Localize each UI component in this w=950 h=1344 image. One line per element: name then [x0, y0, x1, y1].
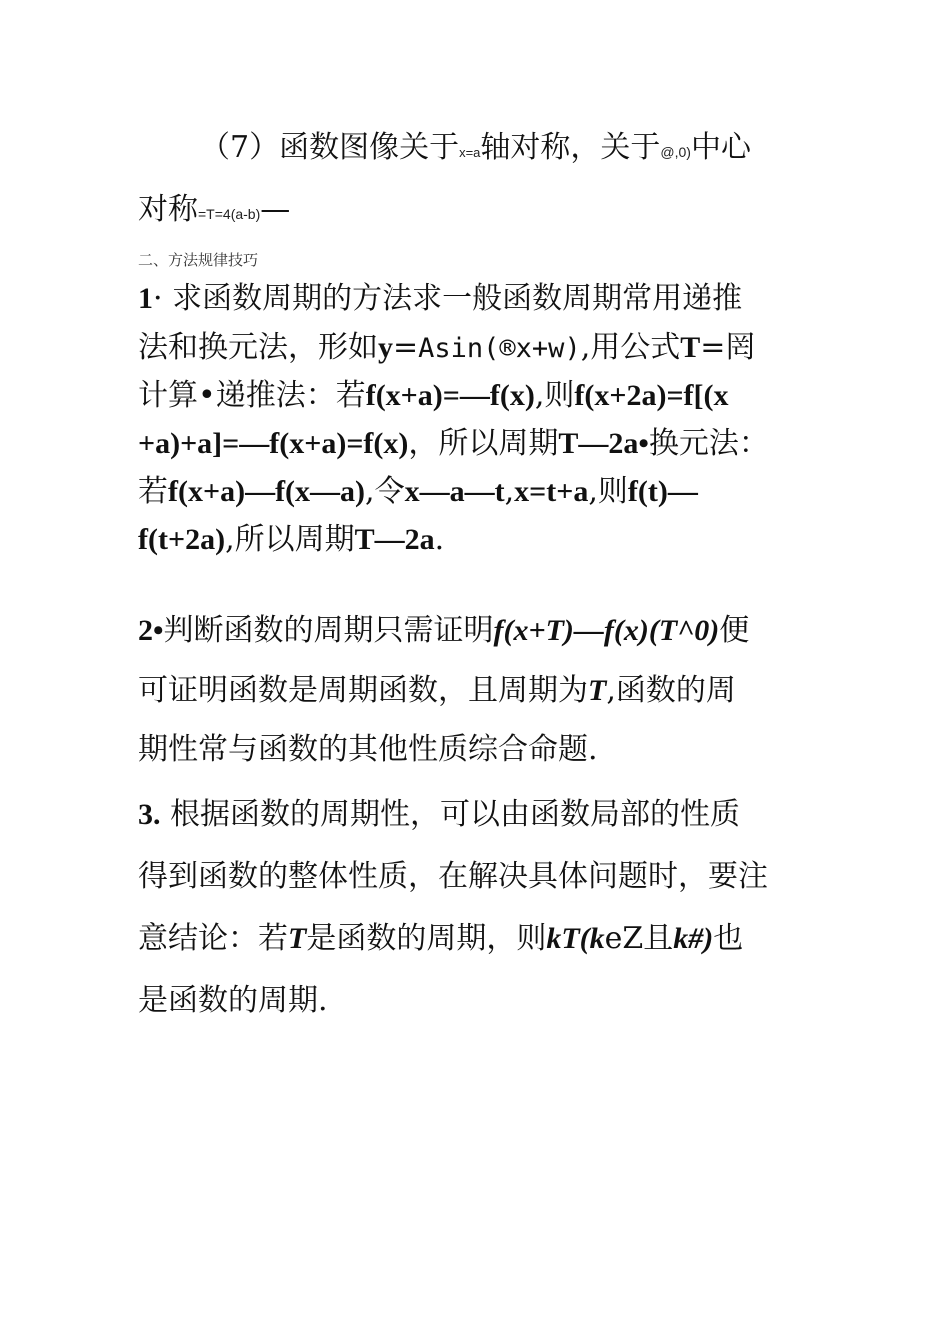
formula: T—2a• — [558, 427, 649, 460]
text-span: 计算•递推法：若 — [138, 378, 366, 413]
text-span: 法和换元法，形如 — [138, 330, 378, 365]
item-number: 3. — [138, 798, 161, 831]
formula: x=t+a — [514, 475, 589, 508]
section-1-line-5 — [138, 474, 698, 509]
text-span: 轴对称，关于 — [480, 130, 661, 165]
formula: f(x+a)—f(x—a) — [168, 475, 366, 508]
formula: Asin(®x+w) — [418, 333, 581, 364]
formula-period: =T=4(a-b) — [198, 206, 261, 222]
text-span: 得到函数的整体性质，在解决具体问题时，要注 — [138, 859, 768, 894]
formula: +a)+a]=—f(x+a)=f(x) — [138, 427, 409, 460]
text-span: ,函数的周 — [606, 673, 736, 708]
text-span: 且 — [643, 921, 674, 956]
formula: f(x+T)—f(x)(T^0) — [493, 614, 720, 647]
section-3-line-1 — [138, 797, 741, 832]
text-span: 中心 — [690, 130, 751, 165]
formula: y — [378, 331, 393, 364]
formula: T—2a — [354, 523, 435, 556]
formula: T — [288, 922, 307, 955]
item-number: 1 — [138, 282, 153, 315]
text-span: 期性常与函数的其他性质综合命题. — [138, 732, 598, 767]
text-span: ,所以周期 — [225, 522, 355, 557]
text-span: , — [504, 474, 515, 509]
section-3-line-3 — [138, 921, 744, 956]
property-7-line-1 — [200, 130, 751, 165]
section-1-line-6 — [138, 522, 445, 557]
text-span: ，所以周期 — [408, 426, 559, 461]
section-1-line-2 — [138, 330, 756, 365]
text-span: 对称 — [138, 192, 198, 227]
text-span: 意结论：若 — [138, 921, 288, 956]
formula: f(t)— — [627, 475, 698, 508]
section-1-line-4 — [138, 426, 769, 461]
text-span: 换元法： — [648, 426, 769, 461]
section-2-line-2 — [138, 673, 736, 708]
text-span: · 求函数周期的方法求一般函数周期常用递推 — [153, 281, 743, 316]
text-span: 是函数的周期，则 — [306, 921, 547, 956]
formula-x-eq-a: x=a — [459, 145, 481, 160]
text-span: 是函数的周期. — [138, 983, 328, 1018]
formula: kT(k — [546, 922, 605, 955]
text-span: 根据函数的周期性，可以由函数局部的性质 — [160, 797, 741, 832]
formula: T — [588, 674, 607, 707]
text-span: = — [393, 330, 419, 365]
formula: T — [680, 331, 701, 364]
formula: f(t+2a) — [138, 523, 226, 556]
text-span: 若 — [138, 474, 168, 509]
formula: f(x+2a)=f[(x — [574, 379, 729, 412]
text-span: ,令 — [365, 474, 405, 509]
text-span: 可证明函数是周期函数，且周期为 — [138, 673, 588, 708]
text-span: =罔 — [700, 330, 756, 365]
formula-point: @,0) — [660, 144, 691, 160]
text-span: ,则 — [588, 474, 628, 509]
section-1-line-1 — [138, 281, 743, 316]
text-span: ,用公式 — [580, 330, 681, 365]
section-2-line-1 — [138, 613, 750, 648]
section-heading: 二、方法规律技巧 — [138, 251, 259, 269]
section-3-line-2 — [138, 859, 768, 894]
text-span: 也 — [713, 921, 744, 956]
item-number: 2• — [138, 614, 164, 647]
section-3-line-4 — [138, 983, 328, 1018]
formula: eZ — [604, 921, 644, 956]
text-span: 判断函数的周期只需证明 — [163, 613, 494, 648]
formula: x—a—t — [404, 475, 505, 508]
section-2-line-3 — [138, 732, 598, 767]
property-7-line-2 — [138, 192, 291, 227]
text-span: （7）函数图像关于 — [200, 130, 460, 165]
text-span: . — [434, 522, 445, 557]
text-span: — — [260, 192, 291, 227]
section-1-line-3 — [138, 378, 729, 413]
text-span: ,则 — [534, 378, 575, 413]
text-span: 便 — [719, 613, 750, 648]
formula: f(x+a)=—f(x) — [365, 379, 535, 412]
formula: k#) — [673, 922, 714, 955]
